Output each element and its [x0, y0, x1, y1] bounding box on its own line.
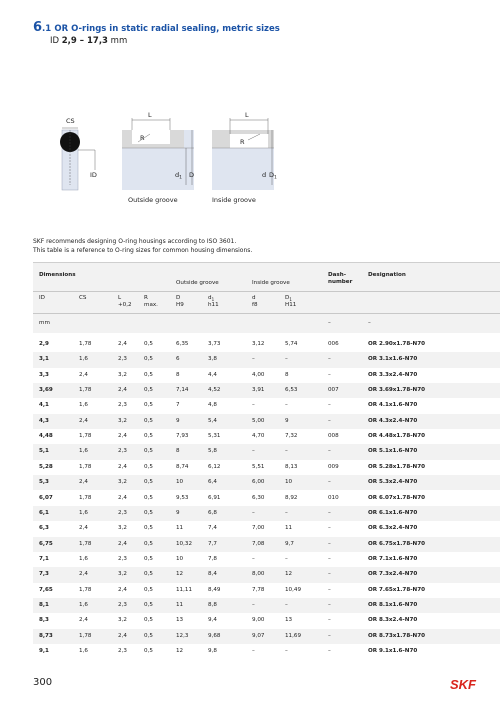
label-id: ID	[90, 171, 97, 179]
table-row	[33, 552, 500, 567]
cell-inner-d: –	[252, 509, 255, 516]
cell-dash-number: 008	[328, 433, 339, 440]
cell-D1: 8	[285, 371, 289, 378]
housing-recommendation	[33, 238, 252, 255]
cell-dash-number: 006	[328, 341, 339, 347]
cell-cs: 1,78	[79, 433, 92, 440]
table-row	[33, 491, 500, 506]
header-divider-2	[33, 313, 500, 314]
cell-l: 3,2	[118, 479, 127, 486]
cell-d1: 8,8	[208, 601, 217, 608]
cell-designation: OR 3.69x1.78-N70	[368, 387, 426, 394]
cell-dash-number: 007	[328, 387, 339, 394]
cell-outer-d: 7,93	[176, 433, 189, 440]
inside-groove-caption: Inside groove	[212, 196, 256, 204]
table-row	[33, 429, 500, 444]
cell-l: 3,2	[118, 525, 127, 532]
cell-l: 2,4	[118, 387, 127, 394]
table-row	[33, 629, 500, 644]
table-row	[33, 567, 500, 582]
cell-id: 6,1	[39, 509, 49, 516]
cell-designation: OR 7.3x2.4-N70	[368, 571, 418, 578]
cell-cs: 2,4	[79, 617, 88, 624]
cell-inner-d: –	[252, 648, 255, 654]
cell-outer-d: 11,11	[176, 586, 193, 593]
cell-id: 3,69	[39, 387, 53, 394]
cell-inner-d: –	[252, 555, 255, 562]
label-r-outside: R	[140, 134, 145, 142]
cell-cs: 1,78	[79, 494, 92, 501]
cell-outer-d: 9,53	[176, 494, 189, 501]
col-inner-d-tolerance: f8	[252, 302, 258, 308]
cell-id: 8,3	[39, 617, 49, 624]
cell-d1: 4,8	[208, 402, 217, 409]
cell-outer-d: 8	[176, 371, 180, 378]
inside-groove-drawing	[212, 111, 277, 204]
svg-text:SKF: SKF	[450, 677, 476, 691]
cell-l: 2,3	[118, 555, 127, 562]
recommendation-line-1: SKF recommends designing O-ring housings according to ISO 3601.	[33, 238, 237, 245]
cell-outer-d: 6,35	[176, 341, 189, 347]
cell-outer-d: 11	[176, 525, 184, 532]
id-range-line	[50, 35, 280, 47]
cell-d1: 5,4	[208, 417, 217, 424]
cell-designation: OR 6.75x1.78-N70	[368, 540, 426, 547]
cell-l: 2,4	[118, 494, 127, 501]
col-outer-d-tolerance: H9	[176, 302, 184, 308]
cell-outer-d: 7	[176, 402, 180, 409]
cell-dash-number: –	[328, 525, 331, 532]
cell-cs: 1,78	[79, 387, 92, 394]
unit-dash-number: –	[328, 320, 331, 326]
cell-D1: 9,7	[285, 540, 294, 547]
table-row	[33, 537, 500, 552]
cell-inner-d: 7,00	[252, 525, 265, 532]
table-row	[33, 613, 500, 628]
label-d1-outside: $d_1$	[175, 171, 183, 181]
cell-r: 0,5	[144, 417, 153, 424]
cell-l: 2,3	[118, 648, 127, 654]
cell-id: 6,75	[39, 540, 53, 547]
cell-r: 0,5	[144, 371, 153, 378]
cell-D1: –	[285, 448, 288, 455]
cell-D1: –	[285, 601, 288, 608]
cell-l: 2,4	[118, 463, 127, 470]
cell-id: 9,1	[39, 648, 49, 654]
cell-inner-d: 4,00	[252, 371, 265, 378]
cell-inner-d: 5,00	[252, 417, 265, 424]
cell-id: 5,1	[39, 448, 49, 455]
cell-cs: 1,78	[79, 632, 92, 639]
cell-cs: 1,6	[79, 648, 88, 654]
cell-outer-d: 11	[176, 601, 184, 608]
cell-designation: OR 9.1x1.6-N70	[368, 648, 418, 654]
cell-inner-d: –	[252, 448, 255, 455]
cell-r: 0,5	[144, 648, 153, 654]
table-row	[33, 475, 500, 490]
cell-cs: 2,4	[79, 479, 88, 486]
cell-outer-d: 10	[176, 479, 184, 486]
cell-id: 6,3	[39, 525, 49, 532]
table-row	[33, 506, 500, 521]
cell-inner-d: 3,91	[252, 387, 265, 394]
cell-dash-number: –	[328, 648, 331, 654]
cell-D1: 10,49	[285, 586, 302, 593]
cell-d1: 9,4	[208, 617, 217, 624]
cell-l: 3,2	[118, 617, 127, 624]
table-row	[33, 414, 500, 429]
cell-d1: 6,12	[208, 463, 221, 470]
col-cs: CS	[79, 295, 87, 301]
col-r-tolerance: max.	[144, 302, 158, 308]
cell-l: 2,3	[118, 601, 127, 608]
cell-d1: 9,68	[208, 632, 221, 639]
table-row	[33, 444, 500, 459]
cell-l: 3,2	[118, 417, 127, 424]
cell-cs: 2,4	[79, 371, 88, 378]
cell-l: 2,4	[118, 586, 127, 593]
cell-id: 5,3	[39, 479, 49, 486]
cell-d1: 7,8	[208, 555, 217, 562]
cell-dash-number: –	[328, 448, 331, 455]
cell-d1: 3,73	[208, 341, 221, 347]
cell-r: 0,5	[144, 479, 153, 486]
header-dimensions: Dimensions	[39, 272, 76, 278]
cell-l: 2,3	[118, 448, 127, 455]
cell-inner-d: 3,12	[252, 341, 265, 347]
cell-outer-d: 7,14	[176, 387, 189, 394]
cell-d1: 8,4	[208, 571, 217, 578]
label-l-inside: L	[245, 111, 249, 119]
recommendation-line-2: This table is a reference to O-ring sizes for common housing dimensions.	[33, 246, 253, 254]
cell-id: 5,28	[39, 463, 53, 470]
cell-inner-d: 9,00	[252, 617, 265, 624]
table-row	[33, 383, 500, 398]
section-title-line	[33, 22, 280, 35]
id-unit: mm	[110, 36, 128, 46]
cell-designation: OR 8.73x1.78-N70	[368, 632, 426, 639]
cell-outer-d: 9	[176, 417, 180, 424]
page-header	[33, 22, 280, 47]
section-subnumber: .1	[42, 24, 52, 34]
outside-groove-drawing	[122, 111, 194, 204]
cell-D1: 11	[285, 525, 293, 532]
cell-designation: OR 5.1x1.6-N70	[368, 448, 418, 455]
cell-D1: 10	[285, 479, 293, 486]
cell-id: 2,9	[39, 341, 49, 347]
cell-outer-d: 6	[176, 356, 180, 363]
cell-l: 2,3	[118, 356, 127, 363]
col-id: ID	[39, 295, 45, 301]
label-l-outside: L	[148, 111, 152, 119]
cell-dash-number: –	[328, 402, 331, 409]
cell-id: 7,65	[39, 586, 53, 593]
cell-r: 0,5	[144, 448, 153, 455]
cell-outer-d: 12	[176, 571, 184, 578]
header-divider-1	[33, 291, 500, 292]
cell-id: 8,1	[39, 601, 49, 608]
col-D1-tolerance: H11	[285, 302, 297, 308]
cell-id: 3,3	[39, 371, 49, 378]
cell-dash-number: 010	[328, 494, 339, 501]
cell-D1: 13	[285, 617, 293, 624]
col-outer-d: D	[176, 295, 181, 301]
table-header	[33, 262, 500, 333]
table-row	[33, 644, 500, 659]
cell-dash-number: –	[328, 479, 331, 486]
cell-dash-number: –	[328, 601, 331, 608]
cell-r: 0,5	[144, 525, 153, 532]
cell-id: 7,3	[39, 571, 49, 578]
cell-inner-d: 5,51	[252, 463, 265, 470]
cell-dash-number: –	[328, 356, 331, 363]
cell-dash-number: –	[328, 417, 331, 424]
cell-d1: 5,8	[208, 448, 217, 455]
header-number: number	[328, 279, 353, 285]
cell-designation: OR 2.90x1.78-N70	[368, 341, 426, 347]
cell-d1: 7,7	[208, 540, 217, 547]
cell-outer-d: 10	[176, 555, 184, 562]
cell-dash-number: –	[328, 540, 331, 547]
cell-D1: 9	[285, 417, 289, 424]
cell-cs: 1,6	[79, 601, 88, 608]
cell-d1: 6,4	[208, 479, 217, 486]
cell-D1: 5,74	[285, 341, 298, 347]
page-number: 300	[33, 677, 53, 688]
cell-dash-number: –	[328, 555, 331, 562]
cell-D1: –	[285, 509, 288, 516]
cell-cs: 1,78	[79, 463, 92, 470]
cell-inner-d: 9,07	[252, 632, 265, 639]
cell-designation: OR 8.1x1.6-N70	[368, 601, 418, 608]
header-outside-groove: Outside groove	[176, 280, 219, 286]
cell-d1: 6,91	[208, 494, 221, 501]
cell-inner-d: 7,78	[252, 586, 265, 593]
label-cs: CS	[66, 117, 75, 125]
label-d-inside: d	[262, 171, 267, 179]
cell-inner-d: 7,08	[252, 540, 265, 547]
cell-id: 8,73	[39, 632, 53, 639]
outside-groove-caption: Outside groove	[128, 196, 178, 204]
cell-r: 0,5	[144, 341, 153, 347]
cell-l: 2,3	[118, 402, 127, 409]
cell-outer-d: 13	[176, 617, 184, 624]
col-l: L	[118, 295, 122, 301]
table-row	[33, 352, 500, 367]
cell-cs: 1,6	[79, 555, 88, 562]
cell-cs: 1,78	[79, 341, 92, 347]
table-row	[33, 460, 500, 475]
cell-r: 0,5	[144, 402, 153, 409]
cell-designation: OR 7.65x1.78-N70	[368, 586, 426, 593]
col-inner-d: d	[252, 295, 256, 301]
cell-d1: 4,52	[208, 387, 221, 394]
cell-l: 2,3	[118, 509, 127, 516]
label-r-inside: R	[240, 138, 245, 146]
unit-designation: –	[368, 320, 371, 326]
cell-l: 3,2	[118, 571, 127, 578]
cell-l: 2,4	[118, 540, 127, 547]
cell-D1: 7,32	[285, 433, 298, 440]
cell-id: 4,1	[39, 402, 49, 409]
col-d1-tolerance: h11	[208, 302, 219, 308]
cell-dash-number: –	[328, 509, 331, 516]
section-title: OR O-rings in static radial sealing, metric sizes	[54, 24, 280, 34]
cell-dash-number: –	[328, 617, 331, 624]
groove-diagram	[40, 100, 280, 210]
cell-cs: 2,4	[79, 571, 88, 578]
cell-l: 2,4	[118, 341, 127, 347]
cell-designation: OR 4.3x2.4-N70	[368, 417, 418, 424]
cell-inner-d: –	[252, 601, 255, 608]
unit-mm: mm	[39, 320, 50, 326]
table-row	[33, 583, 500, 598]
cell-designation: OR 6.1x1.6-N70	[368, 509, 418, 516]
cell-cs: 1,6	[79, 402, 88, 409]
cell-D1: –	[285, 648, 288, 654]
cell-id: 6,07	[39, 494, 53, 501]
cell-d1: 4,4	[208, 371, 217, 378]
cell-outer-d: 9	[176, 509, 180, 516]
cell-designation: OR 6.07x1.78-N70	[368, 494, 426, 501]
cell-d1: 7,4	[208, 525, 217, 532]
table-row	[33, 521, 500, 536]
cell-inner-d: 8,00	[252, 571, 265, 578]
col-d1: $d_1$	[208, 295, 215, 303]
cell-designation: OR 7.1x1.6-N70	[368, 555, 418, 562]
cell-r: 0,5	[144, 571, 153, 578]
cell-r: 0,5	[144, 356, 153, 363]
cell-cs: 1,6	[79, 356, 88, 363]
cell-d1: 8,49	[208, 586, 221, 593]
cell-outer-d: 12,3	[176, 632, 189, 639]
cell-outer-d: 10,32	[176, 540, 193, 547]
cell-D1: –	[285, 402, 288, 409]
skf-logo	[450, 677, 488, 691]
cell-id: 3,1	[39, 356, 49, 363]
cell-D1: –	[285, 356, 288, 363]
cell-D1: 12	[285, 571, 293, 578]
table-row	[33, 398, 500, 413]
cell-designation: OR 5.3x2.4-N70	[368, 479, 418, 486]
id-range: 2,9 – 17,3	[61, 36, 108, 46]
cell-cs: 1,6	[79, 448, 88, 455]
cell-d1: 3,8	[208, 356, 217, 363]
cell-dash-number: –	[328, 571, 331, 578]
cell-cs: 1,78	[79, 586, 92, 593]
table-row	[33, 598, 500, 613]
cell-designation: OR 6.3x2.4-N70	[368, 525, 418, 532]
cell-D1: 6,53	[285, 387, 298, 394]
table-row	[33, 337, 500, 352]
cell-d1: 9,8	[208, 648, 217, 654]
cell-r: 0,5	[144, 617, 153, 624]
section-number: 6	[33, 20, 43, 35]
cell-r: 0,5	[144, 586, 153, 593]
id-prefix: ID	[50, 36, 60, 46]
cell-r: 0,5	[144, 555, 153, 562]
cell-id: 4,48	[39, 433, 53, 440]
cell-D1: 8,92	[285, 494, 298, 501]
cell-id: 4,3	[39, 417, 49, 424]
cell-inner-d: –	[252, 356, 255, 363]
header-dash: Dash-	[328, 272, 347, 278]
cell-designation: OR 8.3x2.4-N70	[368, 617, 418, 624]
header-designation: Designation	[368, 272, 406, 278]
cell-r: 0,5	[144, 494, 153, 501]
cell-designation: OR 4.48x1.78-N70	[368, 433, 426, 440]
cell-D1: 11,69	[285, 632, 302, 639]
header-inside-groove: Inside groove	[252, 280, 290, 286]
cell-r: 0,5	[144, 509, 153, 516]
col-r: R	[144, 295, 148, 301]
cell-designation: OR 3.1x1.6-N70	[368, 356, 418, 363]
cell-cs: 2,4	[79, 525, 88, 532]
cell-dash-number: –	[328, 586, 331, 593]
cell-inner-d: 4,70	[252, 433, 265, 440]
cell-dash-number: 009	[328, 463, 339, 470]
col-D1: $D_1$	[285, 295, 292, 303]
cell-d1: 5,31	[208, 433, 221, 440]
cell-outer-d: 12	[176, 648, 184, 654]
cell-D1: 8,13	[285, 463, 298, 470]
cell-r: 0,5	[144, 540, 153, 547]
cell-outer-d: 8,74	[176, 463, 189, 470]
cell-cs: 1,6	[79, 509, 88, 516]
cell-outer-d: 8	[176, 448, 180, 455]
cell-d1: 6,8	[208, 509, 217, 516]
cell-id: 7,1	[39, 555, 49, 562]
cell-inner-d: 6,30	[252, 494, 265, 501]
cell-r: 0,5	[144, 601, 153, 608]
cell-r: 0,5	[144, 632, 153, 639]
cell-l: 2,4	[118, 433, 127, 440]
table-row	[33, 368, 500, 383]
cell-l: 3,2	[118, 371, 127, 378]
cell-r: 0,5	[144, 463, 153, 470]
col-l-tolerance: +0,2	[118, 302, 132, 308]
cell-dash-number: –	[328, 371, 331, 378]
cell-D1: –	[285, 555, 288, 562]
cell-r: 0,5	[144, 433, 153, 440]
label-D-outside: D	[189, 171, 195, 179]
cell-inner-d: –	[252, 402, 255, 409]
cell-designation: OR 5.28x1.78-N70	[368, 463, 426, 470]
cell-cs: 2,4	[79, 417, 88, 424]
cell-inner-d: 6,00	[252, 479, 265, 486]
cell-cs: 1,78	[79, 540, 92, 547]
cell-r: 0,5	[144, 387, 153, 394]
cell-designation: OR 3.3x2.4-N70	[368, 371, 418, 378]
cell-l: 2,4	[118, 632, 127, 639]
cell-designation: OR 4.1x1.6-N70	[368, 402, 418, 409]
o-ring-cross-section	[60, 117, 97, 190]
label-D1-inside: $D_1$	[269, 171, 277, 181]
cell-dash-number: –	[328, 632, 331, 639]
